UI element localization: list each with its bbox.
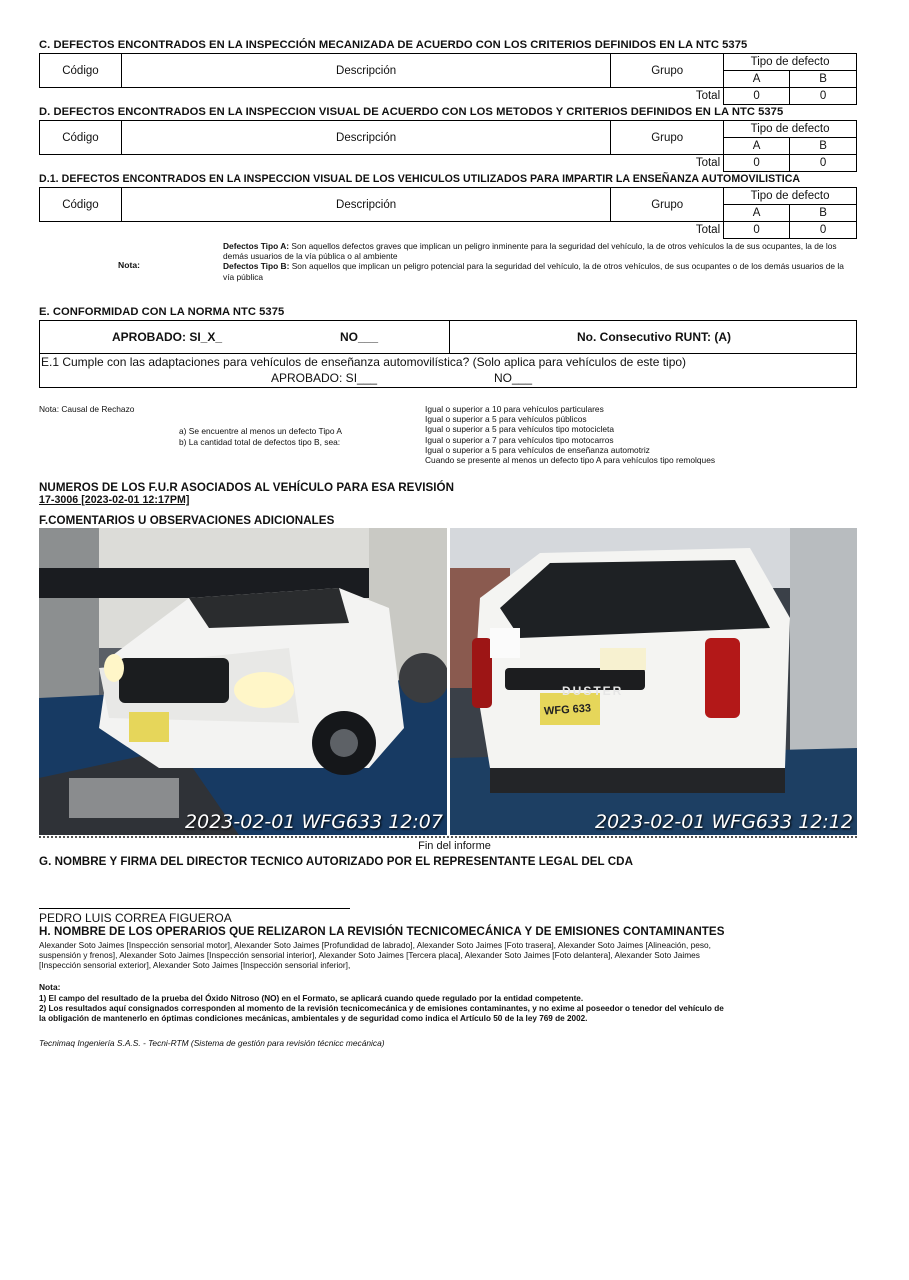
system-footer: Tecnimaq Ingeniería S.A.S. - Tecni-RTM (Sistema de gestión para revisión técnicc mecánica) [39, 1038, 385, 1048]
rejection-criterion: Igual o superior a 5 para vehículos de enseñanza automotriz [425, 444, 650, 455]
e1-question: E.1 Cumple con las adaptaciones para vehículos de enseñanza automovilística? (Solo aplica para vehículos de este tipo) [41, 355, 687, 369]
final-note-item: 2) Los resultados aquí consignados corresponden al momento de la revisión tecnicomecánica y de emisiones contaminantes, y no exime al poseedor o tenedor del vehículo de [39, 1004, 724, 1014]
photo-front-timestamp: 2023-02-01 WFG633 12:07 [185, 811, 443, 833]
section-c-table [39, 53, 857, 105]
column-header-group: Grupo [611, 121, 724, 155]
defect-type-a-title: Defectos Tipo A: [223, 241, 290, 251]
final-note-item: 1) El campo del resultado de la prueba del Óxido Nitroso (NO) en el Formato, se aplicará cuando quede regulado por la entidad competente. [39, 994, 584, 1003]
rejection-a: a) Se encuentre al menos un defecto Tipo A [179, 426, 342, 436]
final-note-items [39, 994, 869, 1025]
defect-type-a-text: Son aquellos defectos graves que implican un peligro inminente para la seguridad del vehículo, la de otros vehículos la de sus ocupantes, la de los demás usuarios de la vía pública o al ambiente [223, 241, 837, 262]
photo-rear-timestamp: 2023-02-01 WFG633 12:12 [595, 811, 853, 833]
column-header-code: Código [40, 54, 122, 88]
section-d1-table [39, 187, 857, 239]
total-b-value: 0 [790, 155, 857, 172]
e1-approved: APROBADO: SI___ [271, 371, 378, 385]
vehicle-rear-photo [450, 528, 857, 835]
rejection-b: b) La cantidad total de defectos tipo B, sea: [179, 437, 341, 447]
operators-line: [Inspección sensorial exterior], Alexander Soto Jaimes [Inspección sensorial inferior], [39, 960, 351, 971]
column-header-code: Código [40, 121, 122, 155]
total-b-value: 0 [790, 222, 857, 239]
column-header-defect-type: Tipo de defecto [724, 54, 857, 71]
director-name: PEDRO LUIS CORREA FIGUEROA [39, 911, 232, 925]
section-d-table [39, 120, 857, 172]
column-header-a: A [724, 138, 790, 155]
approved-status: APROBADO: SI_X_ [112, 330, 223, 344]
total-label: Total [695, 90, 721, 103]
rejection-criteria-list [425, 404, 715, 465]
total-b-value: 0 [790, 88, 857, 105]
rear-plate: WFG 633 [543, 702, 592, 718]
total-label: Total [695, 224, 721, 237]
total-a-value: 0 [724, 88, 790, 105]
section-d-title: D. DEFECTOS ENCONTRADOS EN LA INSPECCION VISUAL DE ACUERDO CON LOS METODOS Y CRITERIOS DEFINIDOS EN LA NTC 5375 [39, 106, 784, 118]
rejection-label: Nota: Causal de Rechazo [39, 404, 135, 414]
rejection-criterion: Igual o superior a 7 para vehículos tipo motocarros [425, 434, 614, 445]
conformity-box [39, 320, 857, 388]
end-of-report: Fin del informe [418, 840, 491, 852]
column-header-defect-type: Tipo de defecto [724, 121, 857, 138]
e1-not-approved: NO___ [494, 371, 533, 385]
defect-type-b-text: Son aquellos que implican un peligro potencial para la seguridad del vehículo, la de otros vehículos, de sus ocupantes o de los demás usuarios de la vía pública [223, 261, 844, 282]
operators-line: suspensión y frenos], Alexander Soto Jaimes [Inspección sensorial interior], Alexander Soto Jaimes [Tercera placa], Alexander Soto Jaimes [Foto delantera], Alexander Soto Jaimes [39, 950, 700, 961]
rejection-criterion: Igual o superior a 5 para vehículos públicos [425, 414, 587, 425]
operators-list [39, 940, 869, 971]
column-header-b: B [790, 138, 857, 155]
fur-title: NUMEROS DE LOS F.U.R ASOCIADOS AL VEHÍCULO PARA ESA REVISIÓN [39, 481, 455, 494]
total-label: Total [695, 157, 721, 170]
column-header-code: Código [40, 188, 122, 222]
runt-consecutive: No. Consecutivo RUNT: (A) [577, 330, 731, 344]
section-e-title: E. CONFORMIDAD CON LA NORMA NTC 5375 [39, 306, 285, 318]
vehicle-front-photo [39, 528, 447, 835]
column-header-description: Descripción [121, 54, 610, 88]
section-c-title: C. DEFECTOS ENCONTRADOS EN LA INSPECCIÓN MECANIZADA DE ACUERDO CON LOS CRITERIOS DEFINIDOS EN LA NTC 5375 [39, 39, 748, 51]
total-a-value: 0 [724, 155, 790, 172]
column-header-a: A [724, 205, 790, 222]
column-header-b: B [790, 205, 857, 222]
defect-type-a-note [223, 241, 857, 261]
rear-model-badge: DUSTER [562, 684, 624, 698]
rejection-criterion: Igual o superior a 5 para vehículos tipo motocicleta [425, 424, 615, 435]
final-note-label: Nota: [39, 982, 61, 992]
fur-value: 17-3006 [2023-02-01 12:17PM] [39, 494, 190, 506]
signature-line [39, 908, 350, 909]
defect-note-text [223, 241, 857, 282]
column-header-a: A [724, 71, 790, 88]
column-header-description: Descripción [121, 188, 610, 222]
column-header-group: Grupo [611, 54, 724, 88]
column-header-group: Grupo [611, 188, 724, 222]
not-approved-status: NO___ [340, 330, 379, 344]
vehicle-front-illustration [39, 528, 447, 835]
final-note-item: la obligación de mantenerlo en óptimas condiciones mecánicas, ambientales y de seguridad como indica el Artículo 50 de la ley 769 de 2002. [39, 1014, 588, 1024]
section-h-title: H. NOMBRE DE LOS OPERARIOS QUE RELIZARON LA REVISIÓN TECNICOMECÁNICA Y DE EMISIONES CONTAMINANTES [39, 925, 725, 938]
operators-line: Alexander Soto Jaimes [Inspección sensorial motor], Alexander Soto Jaimes [Profundidad de labrado], Alexander Soto Jaimes [Foto trasera], Alexander Soto Jaimes [Alineación, peso, [39, 940, 711, 950]
column-header-description: Descripción [121, 121, 610, 155]
defect-type-b-note [223, 261, 857, 281]
rejection-criterion: Igual o superior a 10 para vehículos particulares [425, 404, 604, 414]
defect-note-label: Nota: [118, 260, 140, 270]
section-f-title: F.COMENTARIOS U OBSERVACIONES ADICIONALES [39, 514, 335, 527]
column-header-defect-type: Tipo de defecto [724, 188, 857, 205]
section-g-title: G. NOMBRE Y FIRMA DEL DIRECTOR TECNICO AUTORIZADO POR EL REPRESENTANTE LEGAL DEL CDA [39, 855, 634, 868]
section-d1-title: D.1. DEFECTOS ENCONTRADOS EN LA INSPECCION VISUAL DE LOS VEHICULOS UTILIZADOS PARA IMPARTIR LA ENSEÑANZA AUTOMOVILISTICA [39, 173, 801, 185]
vehicle-rear-illustration [450, 528, 857, 835]
rejection-criterion: Cuando se presente al menos un defecto tipo A para vehículos tipo remolques [425, 455, 716, 466]
column-header-b: B [790, 71, 857, 88]
defect-type-b-title: Defectos Tipo B: [223, 261, 290, 272]
report-end-divider [39, 836, 857, 838]
total-a-value: 0 [724, 222, 790, 239]
